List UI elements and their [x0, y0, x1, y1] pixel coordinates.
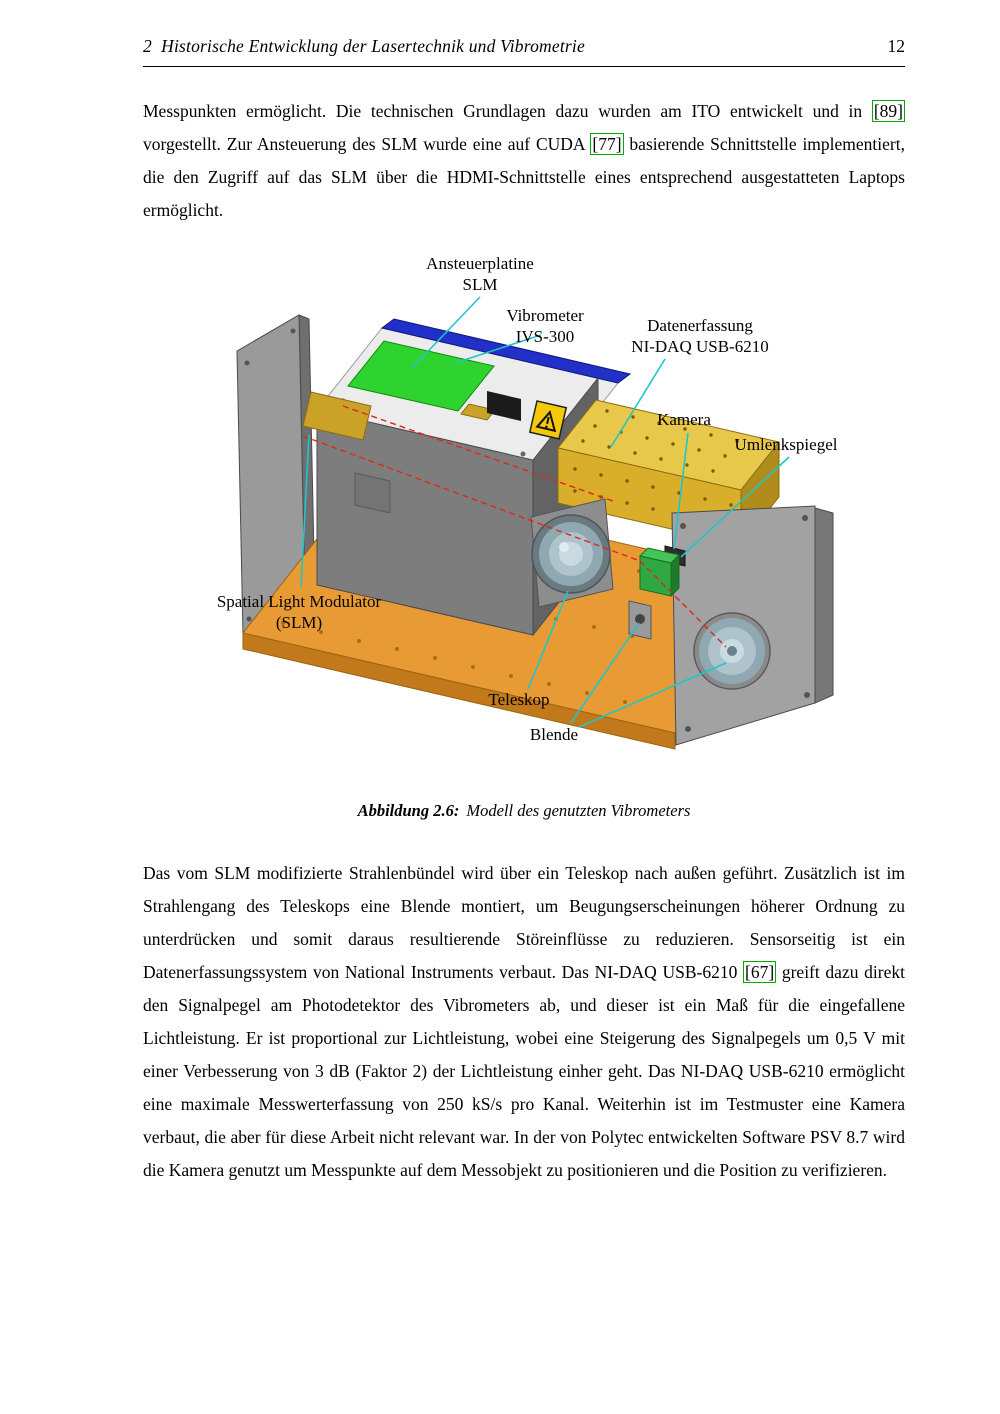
text-segment: Messpunkten ermöglicht. Die technischen Grundlagen dazu wurden am ITO entwickelt und in — [143, 101, 872, 121]
text-segment: basierende Schnittstelle implementiert, die den Zugriff auf das SLM über die HDMI-Schnittstelle eines entsprechend ausgestatteten Laptops ermöglicht. — [143, 134, 905, 220]
figure-caption — [143, 801, 905, 821]
citation-link-89[interactable]: [89] — [873, 101, 903, 121]
label-line: NI-DAQ USB-6210 — [631, 337, 769, 356]
citation-link-77[interactable]: [77] — [592, 134, 622, 154]
label-ansteuerplatine-slm — [426, 253, 534, 295]
label-spatial-light-modulator — [217, 591, 381, 633]
label-teleskop — [488, 689, 549, 710]
label-line: Teleskop — [488, 690, 550, 709]
running-header — [143, 36, 905, 67]
deflection-mirror — [640, 548, 679, 596]
label-line: (SLM) — [275, 613, 323, 632]
label-line: Umlenkspiegel — [734, 435, 838, 454]
label-line: IVS-300 — [515, 327, 575, 346]
label-datenerfassung — [631, 315, 768, 357]
warning-sticker-icon — [530, 401, 566, 439]
output-lens — [694, 613, 770, 689]
label-line: Blende — [529, 725, 579, 744]
text-segment: greift dazu direkt den Signalpegel am Photodetektor des Vibrometers ab, und dieser ist ein Maß für die eingefallene Lichtleistung. Er ist proportional zur Lichtleistung, wobei eine Steigerung des Signalpegels um 0,5 V mit einer Verbesserung von 3 dB (Faktor 2) der Lichtleistung einher geht. Das NI-DAQ USB-6210 ermöglicht eine maximale Messwerterfassung von 250 kS/s pro Kanal. Weiterhin ist im Testmuster eine Kamera verbaut, die aber für diese Arbeit nicht relevant war. In der von Polytec entwickelten Software PSV 8.7 wird die Kamera genutzt um Messpunkte auf dem Messobjekt zu positionieren und die Position zu verifizieren. — [143, 962, 905, 1180]
label-line: Datenerfassung — [647, 316, 753, 335]
label-line: Ansteuerplatine — [426, 254, 534, 273]
text-segment: vorgestellt. Zur Ansteuerung des SLM wurde eine auf CUDA — [143, 134, 591, 154]
caption-number: Abbildung 2.6: — [357, 801, 460, 820]
label-kamera — [657, 409, 711, 430]
label-line: SLM — [462, 275, 498, 294]
chapter-header-title: 2 Historische Entwicklung der Lasertechnik und Vibrometrie — [143, 36, 585, 56]
label-line: Kamera — [657, 410, 711, 429]
telescope-lens — [531, 499, 613, 607]
citation-link-67[interactable]: [67] — [745, 962, 775, 982]
label-line: Spatial Light Modulator — [216, 592, 382, 611]
figure-vibrometer-model — [143, 251, 905, 821]
page-number: 12 — [887, 36, 905, 56]
label-line: Vibrometer — [506, 306, 584, 325]
right-end-plate — [672, 506, 833, 745]
figure-canvas — [143, 251, 905, 771]
text-segment: Das vom SLM modifizierte Strahlenbündel wird über ein Teleskop nach außen geführt. Zusätzlich ist im Strahlengang des Teleskops eine Blende montiert, um Beugungserscheinungen höherer Ordnung zu unterdrücken und somit daraus resultierende Störeinflüsse zu reduzieren. Sensorseitig ist ein Datenerfassungssystem von National Instruments verbaut. Das NI-DAQ USB-6210 — [143, 863, 905, 982]
caption-text: Modell des genutzten Vibrometers — [466, 801, 691, 820]
label-umlenkspiegel — [735, 434, 838, 455]
label-vibrometer-ivs300 — [506, 305, 583, 347]
paragraph-main — [143, 857, 905, 1187]
paragraph-intro — [143, 95, 905, 227]
label-blende — [530, 724, 578, 745]
